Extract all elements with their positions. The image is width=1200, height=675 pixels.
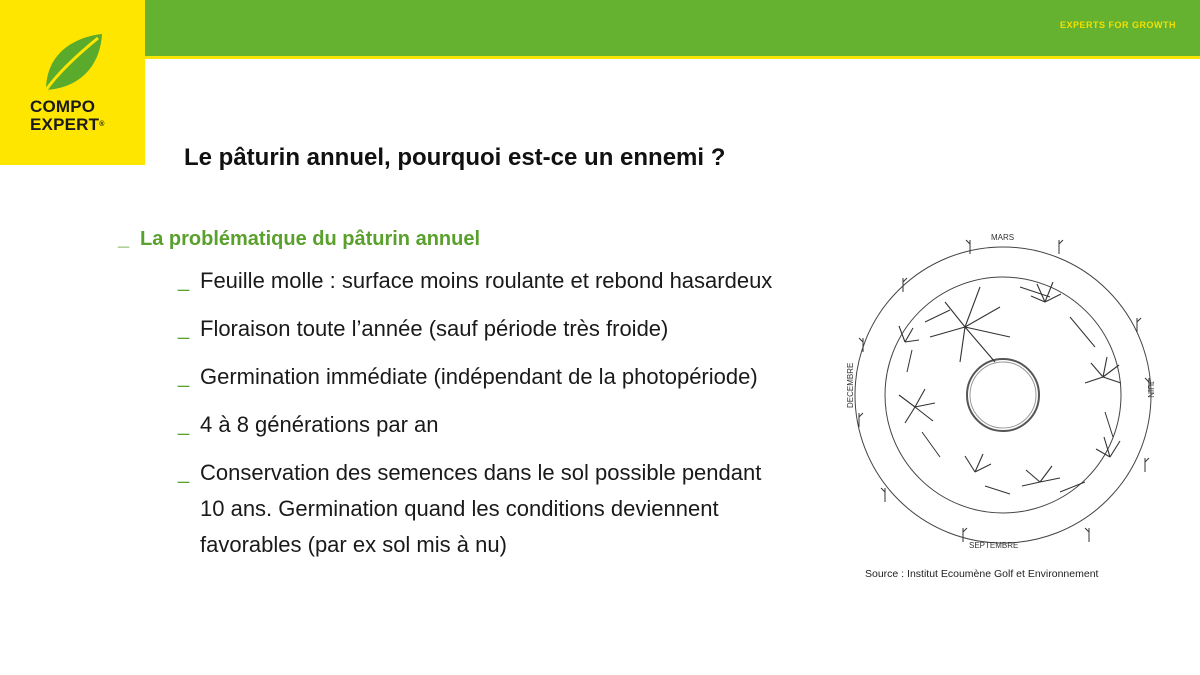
bullet-text: Germination immédiate (indépendant de la photopériode) (200, 364, 758, 389)
slide-content (118, 228, 818, 575)
center-circle (967, 359, 1039, 431)
bullet-dash: _ (178, 318, 190, 340)
bullet-dash: _ (178, 366, 190, 388)
bullet-dash: _ (178, 462, 190, 484)
logo-line-2: EXPERT (30, 115, 100, 134)
leaf-icon (38, 28, 108, 98)
bullet-text: Conservation des semences dans le sol possible pendant 10 ans. Germination quand les conditions deviennent favorables (par ex sol mis à nu) (200, 460, 762, 557)
inner-ring (885, 277, 1121, 513)
bullet-list (118, 263, 818, 563)
registered-mark: ® (99, 121, 105, 128)
cycle-arrows (907, 287, 1113, 494)
company-logo (0, 0, 145, 165)
section-heading-text: La problématique du pâturin annuel (140, 228, 481, 250)
logo-line-1: COMPO (30, 97, 96, 116)
top-banner (145, 0, 1200, 56)
section-heading (118, 228, 818, 251)
seedling-icon (859, 240, 1149, 542)
list-item (178, 359, 818, 395)
bullet-text: Floraison toute l’année (sauf période très froide) (200, 316, 669, 341)
list-item (178, 311, 818, 347)
bullet-dash: _ (178, 414, 190, 436)
list-item (178, 263, 818, 299)
banner-accent-line (145, 56, 1200, 59)
month-label-left: DECEMBRE (846, 362, 855, 408)
month-label-right: JUIN (1146, 380, 1155, 398)
bullet-text: 4 à 8 générations par an (200, 412, 439, 437)
logo-wordmark (30, 98, 105, 134)
life-cycle-diagram (845, 232, 1165, 557)
bullet-dash: _ (118, 228, 130, 250)
list-item (178, 407, 818, 443)
page-title: Le pâturin annuel, pourquoi est-ce un ennemi ? (184, 144, 726, 171)
image-source-caption: Source : Institut Ecoumène Golf et Environnement (865, 568, 1099, 580)
month-label-bottom: SEPTEMBRE (969, 541, 1019, 550)
tagline: EXPERTS FOR GROWTH (1059, 20, 1176, 30)
bullet-dash: _ (178, 270, 190, 292)
list-item (178, 455, 818, 563)
bullet-text: Feuille molle : surface moins roulante et rebond hasardeux (200, 268, 773, 293)
month-label-top: MARS (991, 233, 1015, 242)
